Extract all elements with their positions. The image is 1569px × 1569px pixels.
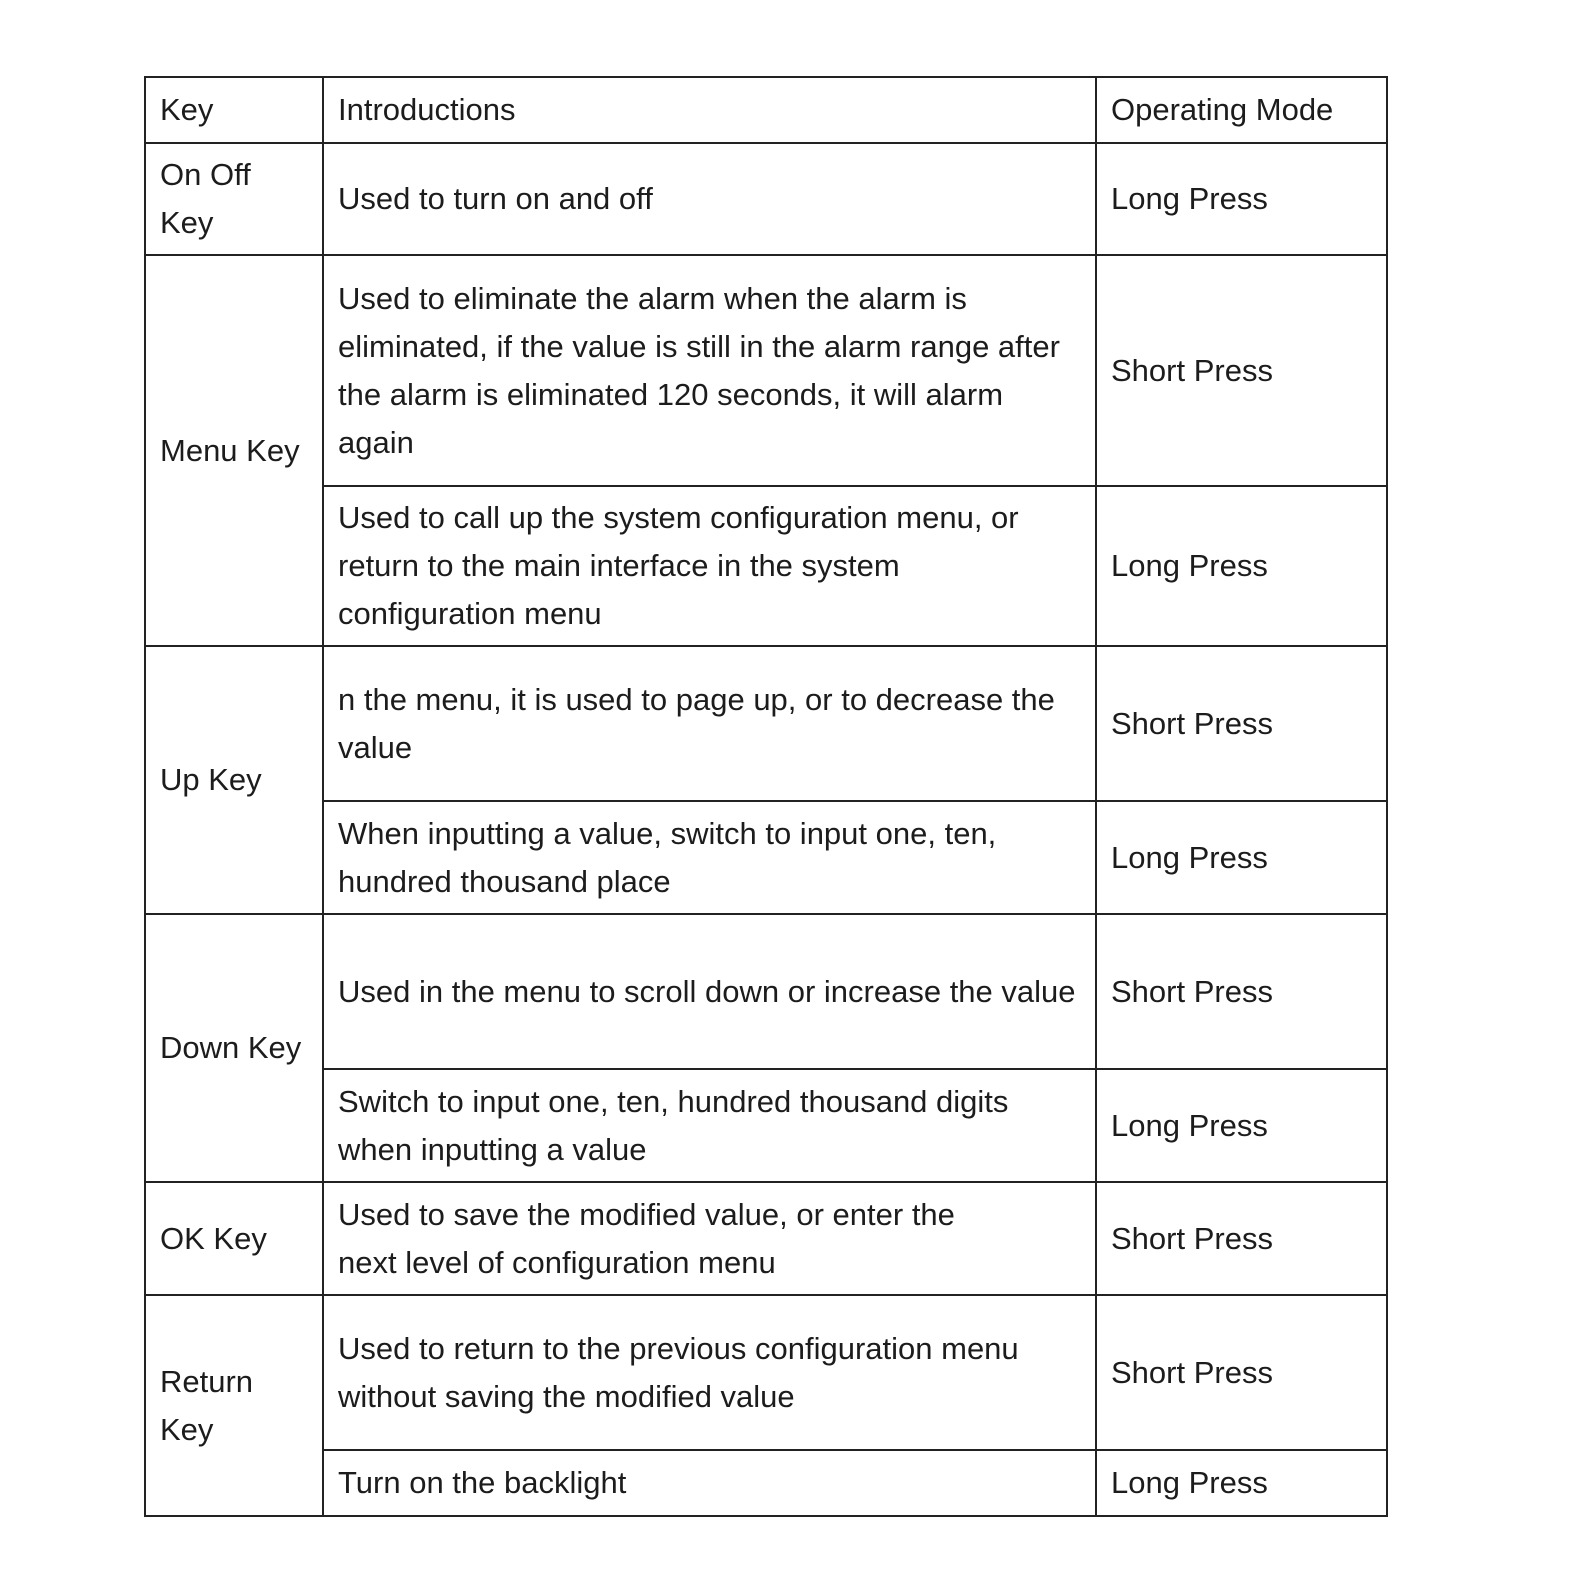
introduction-cell: Used to return to the previous configuration menu without saving the modified value	[323, 1295, 1096, 1450]
operating-mode-cell: Short Press	[1096, 1295, 1387, 1450]
introduction-cell: Switch to input one, ten, hundred thousand digits when inputting a value	[323, 1069, 1096, 1182]
key-operation-table	[144, 76, 1388, 1517]
operating-mode-cell: Long Press	[1096, 486, 1387, 646]
operating-mode-cell: Short Press	[1096, 1182, 1387, 1295]
key-name-cell: Menu Key	[145, 255, 323, 646]
operating-mode-cell: Short Press	[1096, 255, 1387, 486]
introduction-cell: Turn on the backlight	[323, 1450, 1096, 1516]
table-row	[145, 255, 1387, 486]
introduction-cell: Used in the menu to scroll down or increase the value	[323, 914, 1096, 1069]
table-row	[145, 1295, 1387, 1450]
operating-mode-cell: Long Press	[1096, 801, 1387, 914]
operating-mode-cell: Long Press	[1096, 1450, 1387, 1516]
introduction-cell: Used to save the modified value, or enter the next level of configuration menu	[323, 1182, 1096, 1295]
introduction-cell: Used to call up the system configuration menu, or return to the main interface in the system configuration menu	[323, 486, 1096, 646]
operating-mode-cell: Long Press	[1096, 143, 1387, 255]
operating-mode-cell: Short Press	[1096, 914, 1387, 1069]
table-row	[145, 1450, 1387, 1516]
header-row	[145, 77, 1387, 143]
operating-mode-cell: Short Press	[1096, 646, 1387, 801]
header-introductions: Introductions	[323, 77, 1096, 143]
header-key: Key	[145, 77, 323, 143]
table-row	[145, 801, 1387, 914]
introduction-cell: Used to eliminate the alarm when the alarm is eliminated, if the value is still in the alarm range after the alarm is eliminated 120 seconds, it will alarm again	[323, 255, 1096, 486]
key-name-cell: OK Key	[145, 1182, 323, 1295]
table-row	[145, 1182, 1387, 1295]
operating-mode-cell: Long Press	[1096, 1069, 1387, 1182]
table-row	[145, 914, 1387, 1069]
introduction-cell: When inputting a value, switch to input one, ten, hundred thousand place	[323, 801, 1096, 914]
table-row	[145, 143, 1387, 255]
key-name-cell: On Off Key	[145, 143, 323, 255]
key-name-cell: Up Key	[145, 646, 323, 914]
table-row	[145, 1069, 1387, 1182]
introduction-cell: n the menu, it is used to page up, or to decrease the value	[323, 646, 1096, 801]
key-name-cell: Down Key	[145, 914, 323, 1182]
table-row	[145, 486, 1387, 646]
table-row	[145, 646, 1387, 801]
key-name-cell: Return Key	[145, 1295, 323, 1516]
introduction-cell: Used to turn on and off	[323, 143, 1096, 255]
header-operating-mode: Operating Mode	[1096, 77, 1387, 143]
